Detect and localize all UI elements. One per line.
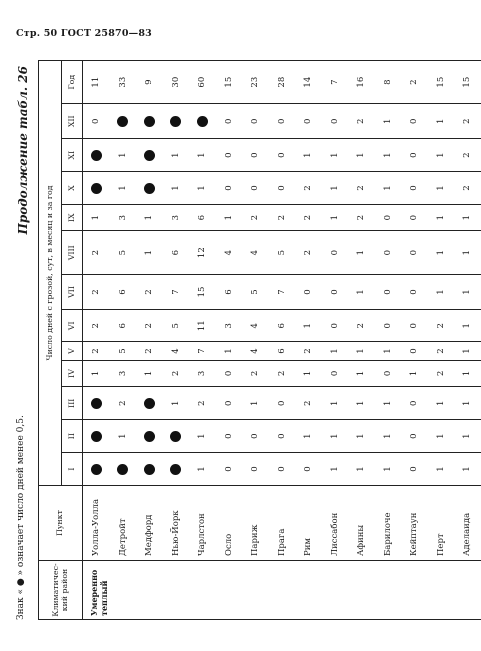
value-cell: 0 xyxy=(375,231,402,275)
value-cell: 3 xyxy=(216,310,243,342)
value-cell: 4 xyxy=(242,342,269,360)
year-cell: 2 xyxy=(401,61,428,104)
value-cell: 2 xyxy=(83,274,110,309)
value-cell: 1 xyxy=(322,420,349,453)
value-cell: 0 xyxy=(216,172,243,205)
value-cell: 1 xyxy=(322,453,349,486)
value-cell: 5 xyxy=(163,310,190,342)
value-cell: 1 xyxy=(348,420,375,453)
value-cell xyxy=(110,104,137,139)
value-cell: 0 xyxy=(269,387,296,420)
month-header: XI xyxy=(62,139,83,172)
city-cell: Нью-Йорк xyxy=(163,486,190,561)
value-cell: 0 xyxy=(295,104,322,139)
value-cell: 1 xyxy=(189,420,216,453)
value-cell: 6 xyxy=(269,310,296,342)
value-cell xyxy=(163,420,190,453)
column-header-city: Пункт xyxy=(39,486,83,561)
value-cell xyxy=(136,387,163,420)
value-cell: 1 xyxy=(375,387,402,420)
value-cell: 0 xyxy=(322,231,349,275)
value-cell: 2 xyxy=(110,387,137,420)
value-cell: 0 xyxy=(216,104,243,139)
year-cell: 9 xyxy=(136,61,163,104)
value-cell: 1 xyxy=(295,420,322,453)
month-header: II xyxy=(62,420,83,453)
year-cell: 30 xyxy=(163,61,190,104)
table-row xyxy=(163,61,190,620)
month-header: VII xyxy=(62,274,83,309)
value-cell xyxy=(136,104,163,139)
table-row xyxy=(269,61,296,620)
year-cell: 28 xyxy=(269,61,296,104)
year-cell: 33 xyxy=(110,61,137,104)
value-cell: 6 xyxy=(216,274,243,309)
city-cell: Кейптаун xyxy=(401,486,428,561)
value-cell xyxy=(83,139,110,172)
value-cell: 0 xyxy=(269,420,296,453)
less-than-half-dot-icon xyxy=(144,464,155,475)
value-cell: 2 xyxy=(295,231,322,275)
value-cell: 0 xyxy=(295,274,322,309)
value-cell: 1 xyxy=(322,205,349,231)
less-than-half-dot-icon xyxy=(144,183,155,194)
value-cell: 2 xyxy=(136,342,163,360)
value-cell: 0 xyxy=(242,104,269,139)
value-cell: 0 xyxy=(216,139,243,172)
value-cell: 0 xyxy=(295,453,322,486)
column-header-group: Число дней с грозой, сут, в месяц и за год xyxy=(39,61,62,486)
value-cell: 1 xyxy=(189,172,216,205)
value-cell: 4 xyxy=(163,342,190,360)
value-cell: 1 xyxy=(401,360,428,387)
value-cell: 1 xyxy=(348,139,375,172)
month-header: III xyxy=(62,387,83,420)
value-cell xyxy=(83,172,110,205)
table-row xyxy=(136,61,163,620)
value-cell: 2 xyxy=(428,360,455,387)
column-header-region: Климатичес- кий район xyxy=(39,561,83,620)
value-cell: 0 xyxy=(216,420,243,453)
value-cell: 1 xyxy=(454,387,481,420)
value-cell xyxy=(83,420,110,453)
value-cell: 1 xyxy=(322,342,349,360)
value-cell: 1 xyxy=(295,310,322,342)
thunderstorm-days-table xyxy=(38,60,481,620)
value-cell: 2 xyxy=(295,172,322,205)
value-cell: 1 xyxy=(295,360,322,387)
value-cell: 11 xyxy=(189,310,216,342)
value-cell: 0 xyxy=(401,420,428,453)
value-cell: 2 xyxy=(269,360,296,387)
value-cell: 4 xyxy=(242,231,269,275)
value-cell: 2 xyxy=(295,205,322,231)
less-than-half-dot-icon xyxy=(91,183,102,194)
value-cell: 1 xyxy=(295,139,322,172)
value-cell: 1 xyxy=(454,360,481,387)
value-cell: 2 xyxy=(189,387,216,420)
table-title: Продолжение табл. 26 xyxy=(16,66,30,235)
year-cell: 15 xyxy=(454,61,481,104)
value-cell: 0 xyxy=(375,360,402,387)
less-than-half-dot-icon xyxy=(117,464,128,475)
less-than-half-dot-icon xyxy=(91,150,102,161)
year-cell: 16 xyxy=(348,61,375,104)
year-cell: 7 xyxy=(322,61,349,104)
value-cell: 2 xyxy=(428,310,455,342)
value-cell: 5 xyxy=(110,342,137,360)
value-cell: 0 xyxy=(322,104,349,139)
value-cell: 0 xyxy=(242,139,269,172)
less-than-half-dot-icon xyxy=(170,464,181,475)
year-cell: 8 xyxy=(375,61,402,104)
table-row xyxy=(83,61,110,620)
value-cell: 1 xyxy=(348,274,375,309)
value-cell: 0 xyxy=(83,104,110,139)
value-cell xyxy=(83,453,110,486)
value-cell: 5 xyxy=(110,231,137,275)
value-cell: 1 xyxy=(136,231,163,275)
value-cell: 0 xyxy=(375,310,402,342)
value-cell: 2 xyxy=(295,387,322,420)
value-cell: 0 xyxy=(401,205,428,231)
city-cell: Уолла-Уолла xyxy=(83,486,110,561)
month-header: IV xyxy=(62,360,83,387)
value-cell: 1 xyxy=(454,205,481,231)
value-cell: 3 xyxy=(189,360,216,387)
value-cell: 1 xyxy=(163,139,190,172)
value-cell: 0 xyxy=(269,453,296,486)
value-cell: 2 xyxy=(454,139,481,172)
value-cell: 1 xyxy=(136,205,163,231)
value-cell: 2 xyxy=(348,172,375,205)
value-cell: 0 xyxy=(269,172,296,205)
value-cell: 1 xyxy=(375,139,402,172)
value-cell: 2 xyxy=(83,231,110,275)
value-cell: 4 xyxy=(242,310,269,342)
table-row xyxy=(375,61,402,620)
value-cell: 1 xyxy=(428,172,455,205)
value-cell: 1 xyxy=(375,104,402,139)
year-cell: 60 xyxy=(189,61,216,104)
value-cell: 1 xyxy=(348,231,375,275)
value-cell: 2 xyxy=(242,360,269,387)
value-cell: 6 xyxy=(189,205,216,231)
less-than-half-dot-icon xyxy=(197,116,208,127)
value-cell: 1 xyxy=(454,274,481,309)
value-cell: 1 xyxy=(375,420,402,453)
value-cell: 6 xyxy=(110,310,137,342)
year-cell: 23 xyxy=(242,61,269,104)
value-cell: 1 xyxy=(454,342,481,360)
value-cell: 1 xyxy=(428,453,455,486)
month-header: VIII xyxy=(62,231,83,275)
value-cell xyxy=(163,453,190,486)
month-header: V xyxy=(62,342,83,360)
value-cell: 6 xyxy=(163,231,190,275)
value-cell: 15 xyxy=(189,274,216,309)
value-cell: 2 xyxy=(242,205,269,231)
value-cell: 0 xyxy=(401,342,428,360)
value-cell: 0 xyxy=(322,360,349,387)
value-cell xyxy=(110,453,137,486)
year-cell: 15 xyxy=(216,61,243,104)
value-cell: 1 xyxy=(348,360,375,387)
month-header: IX xyxy=(62,205,83,231)
value-cell: 1 xyxy=(428,274,455,309)
city-cell: Медфорд xyxy=(136,486,163,561)
value-cell: 0 xyxy=(401,139,428,172)
less-than-half-dot-icon xyxy=(91,398,102,409)
value-cell: 0 xyxy=(242,453,269,486)
value-cell: 1 xyxy=(428,420,455,453)
value-cell: 1 xyxy=(428,139,455,172)
value-cell: 0 xyxy=(322,274,349,309)
value-cell: 1 xyxy=(216,205,243,231)
value-cell: 1 xyxy=(83,205,110,231)
value-cell: 7 xyxy=(189,342,216,360)
value-cell: 7 xyxy=(163,274,190,309)
year-cell: 15 xyxy=(428,61,455,104)
less-than-half-dot-icon xyxy=(144,431,155,442)
table-row xyxy=(454,61,481,620)
year-cell: 14 xyxy=(295,61,322,104)
value-cell: 3 xyxy=(163,205,190,231)
value-cell: 2 xyxy=(295,342,322,360)
value-cell: 2 xyxy=(454,104,481,139)
value-cell: 2 xyxy=(163,360,190,387)
city-cell: Перт xyxy=(428,486,455,561)
value-cell: 1 xyxy=(110,139,137,172)
table-row xyxy=(110,61,137,620)
table-row xyxy=(348,61,375,620)
value-cell: 1 xyxy=(375,172,402,205)
value-cell xyxy=(136,453,163,486)
city-cell: Рим xyxy=(295,486,322,561)
value-cell: 1 xyxy=(189,453,216,486)
table-row xyxy=(322,61,349,620)
less-than-half-dot-icon xyxy=(91,464,102,475)
city-cell: Афины xyxy=(348,486,375,561)
month-header: I xyxy=(62,453,83,486)
value-cell: 0 xyxy=(401,172,428,205)
footnote: Знак « ● » означает число дней менее 0,5. xyxy=(16,415,26,620)
value-cell: 3 xyxy=(110,360,137,387)
value-cell: 2 xyxy=(428,342,455,360)
city-cell: Аделаида xyxy=(454,486,481,561)
value-cell xyxy=(163,104,190,139)
value-cell: 1 xyxy=(428,104,455,139)
city-cell: Прага xyxy=(269,486,296,561)
table-row xyxy=(216,61,243,620)
month-header: VI xyxy=(62,310,83,342)
city-cell: Барилоче xyxy=(375,486,402,561)
less-than-half-dot-icon xyxy=(170,431,181,442)
value-cell: 0 xyxy=(401,310,428,342)
value-cell: 0 xyxy=(216,387,243,420)
value-cell: 1 xyxy=(454,420,481,453)
value-cell: 1 xyxy=(322,387,349,420)
city-cell: Чарлстон xyxy=(189,486,216,561)
value-cell: 0 xyxy=(375,274,402,309)
value-cell: 1 xyxy=(348,453,375,486)
table-row xyxy=(428,61,455,620)
less-than-half-dot-icon xyxy=(170,116,181,127)
less-than-half-dot-icon xyxy=(117,116,128,127)
year-header: Год xyxy=(62,61,83,104)
value-cell: 1 xyxy=(348,387,375,420)
value-cell xyxy=(136,172,163,205)
value-cell: 1 xyxy=(163,172,190,205)
value-cell: 2 xyxy=(83,342,110,360)
value-cell: 0 xyxy=(375,205,402,231)
value-cell: 2 xyxy=(348,205,375,231)
table-row xyxy=(401,61,428,620)
value-cell: 1 xyxy=(163,387,190,420)
table-body xyxy=(83,61,481,620)
value-cell: 12 xyxy=(189,231,216,275)
value-cell: 1 xyxy=(428,205,455,231)
less-than-half-dot-icon xyxy=(144,150,155,161)
table-row xyxy=(295,61,322,620)
city-cell: Осло xyxy=(216,486,243,561)
value-cell: 6 xyxy=(269,342,296,360)
value-cell: 2 xyxy=(348,104,375,139)
value-cell: 0 xyxy=(401,231,428,275)
value-cell: 1 xyxy=(83,360,110,387)
value-cell: 7 xyxy=(269,274,296,309)
value-cell: 1 xyxy=(322,139,349,172)
value-cell: 1 xyxy=(110,172,137,205)
table-row xyxy=(242,61,269,620)
value-cell: 1 xyxy=(136,360,163,387)
value-cell: 1 xyxy=(322,172,349,205)
value-cell: 1 xyxy=(454,231,481,275)
value-cell: 1 xyxy=(242,387,269,420)
value-cell: 2 xyxy=(348,310,375,342)
value-cell: 0 xyxy=(401,104,428,139)
value-cell: 0 xyxy=(269,104,296,139)
value-cell: 1 xyxy=(189,139,216,172)
less-than-half-dot-icon xyxy=(144,116,155,127)
value-cell: 1 xyxy=(454,453,481,486)
year-cell: 11 xyxy=(83,61,110,104)
value-cell xyxy=(189,104,216,139)
value-cell: 2 xyxy=(454,172,481,205)
value-cell: 0 xyxy=(401,453,428,486)
value-cell: 1 xyxy=(375,342,402,360)
city-cell: Детройт xyxy=(110,486,137,561)
value-cell: 0 xyxy=(322,310,349,342)
value-cell: 3 xyxy=(110,205,137,231)
month-header: X xyxy=(62,172,83,205)
value-cell: 1 xyxy=(375,453,402,486)
value-cell: 0 xyxy=(401,274,428,309)
value-cell: 2 xyxy=(136,274,163,309)
value-cell: 5 xyxy=(269,231,296,275)
value-cell: 1 xyxy=(428,387,455,420)
value-cell: 5 xyxy=(242,274,269,309)
less-than-half-dot-icon xyxy=(91,431,102,442)
value-cell xyxy=(136,420,163,453)
value-cell: 2 xyxy=(83,310,110,342)
value-cell: 1 xyxy=(216,342,243,360)
city-cell: Лиссабон xyxy=(322,486,349,561)
value-cell: 6 xyxy=(110,274,137,309)
page-header: Стр. 50 ГОСТ 25870—83 xyxy=(16,28,152,39)
value-cell: 0 xyxy=(216,360,243,387)
value-cell: 0 xyxy=(269,139,296,172)
value-cell: 2 xyxy=(136,310,163,342)
value-cell: 1 xyxy=(428,231,455,275)
value-cell: 4 xyxy=(216,231,243,275)
value-cell: 1 xyxy=(110,420,137,453)
table-row xyxy=(189,61,216,620)
month-header: XII xyxy=(62,104,83,139)
value-cell: 1 xyxy=(348,342,375,360)
rotated-table-area xyxy=(16,60,473,620)
value-cell: 0 xyxy=(242,420,269,453)
value-cell: 0 xyxy=(242,172,269,205)
value-cell: 1 xyxy=(454,310,481,342)
value-cell: 2 xyxy=(269,205,296,231)
city-cell: Париж xyxy=(242,486,269,561)
less-than-half-dot-icon xyxy=(144,398,155,409)
value-cell xyxy=(83,387,110,420)
value-cell: 0 xyxy=(216,453,243,486)
value-cell xyxy=(136,139,163,172)
value-cell: 0 xyxy=(401,387,428,420)
region-cell: Умеренно теплый xyxy=(83,561,481,620)
